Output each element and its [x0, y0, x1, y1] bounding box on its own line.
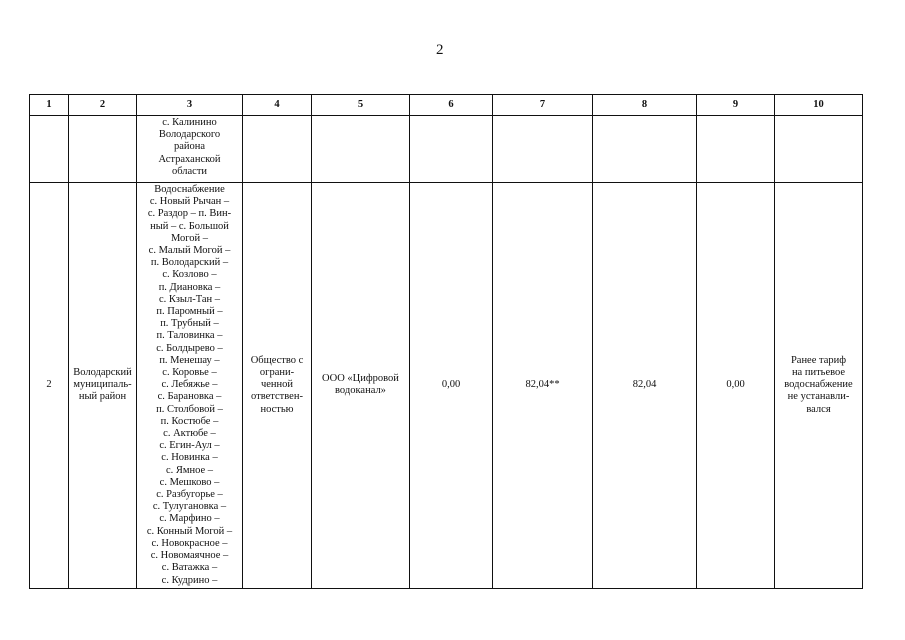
cell-note: Ранее тариф на питьевое водоснабжение не устанавли- вался — [775, 183, 863, 589]
cell-org-name — [312, 116, 410, 183]
cell-org-name: ООО «Цифровой водоканал» — [312, 183, 410, 589]
header-col-9: 9 — [697, 95, 775, 116]
cell-value-9: 0,00 — [697, 183, 775, 589]
tariff-table — [29, 94, 863, 589]
cell-localities: Водоснабжение с. Новый Рычан – с. Раздор – п. Вин- ный – с. Большой Могой – с. Малый Могой – п. Володарский – с. Козлово – п. Диановка – с. Кзыл-Тан – п. Паромный – п. Трубный – п. Таловинка – с. Болдырево – п. Менешау – с. Коровье – с. Лебяжье – с. Барановка – п. Столбовой – п. Костюбе – с. Актюбе – с. Егин-Аул – с. Новинка – с. Ямное – с. Мешково – с. Разбугорье – с. Тулугановка – с. Марфино – с. Конный Могой – с. Новокрасное – с. Новомаячное – с. Ватажка – с. Кудрино – — [137, 183, 243, 589]
cell-org-form: Общество с ограни- ченной ответствен- ностью — [243, 183, 312, 589]
cell-number — [30, 116, 69, 183]
cell-district: Володарский муниципаль- ный район — [69, 183, 137, 589]
cell-value-9 — [697, 116, 775, 183]
cell-number: 2 — [30, 183, 69, 589]
cell-org-form — [243, 116, 312, 183]
cell-value-6 — [410, 116, 493, 183]
cell-value-6: 0,00 — [410, 183, 493, 589]
header-row — [30, 95, 863, 116]
cell-localities: с. Калинино Володарского района Астраханской области — [137, 116, 243, 183]
header-col-5: 5 — [312, 95, 410, 116]
header-col-2: 2 — [69, 95, 137, 116]
tariff-table-container — [29, 94, 863, 589]
cell-value-7 — [493, 116, 593, 183]
cell-value-7: 82,04** — [493, 183, 593, 589]
table-row-continuation — [30, 116, 863, 183]
page-number: 2 — [436, 42, 444, 58]
header-col-10: 10 — [775, 95, 863, 116]
cell-district — [69, 116, 137, 183]
header-col-8: 8 — [593, 95, 697, 116]
table-row-volodarsky — [30, 183, 863, 589]
header-col-3: 3 — [137, 95, 243, 116]
header-col-7: 7 — [493, 95, 593, 116]
cell-note — [775, 116, 863, 183]
cell-value-8: 82,04 — [593, 183, 697, 589]
header-col-4: 4 — [243, 95, 312, 116]
header-col-6: 6 — [410, 95, 493, 116]
header-col-1: 1 — [30, 95, 69, 116]
cell-value-8 — [593, 116, 697, 183]
